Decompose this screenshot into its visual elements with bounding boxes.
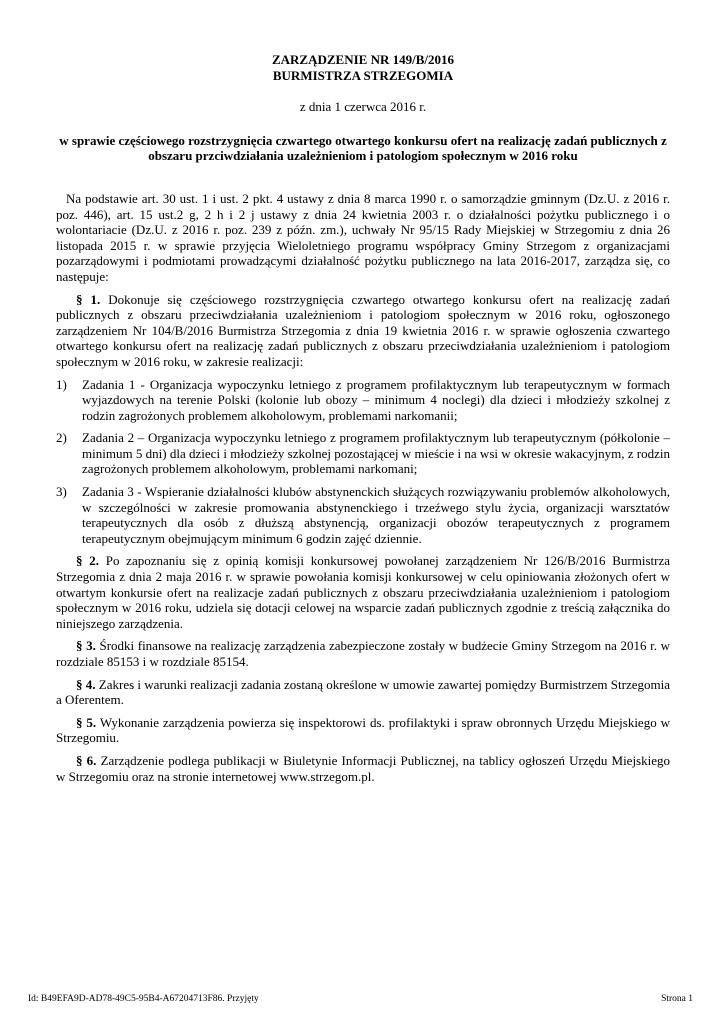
task-number: 3) — [56, 484, 67, 500]
page-number: Strona 1 — [661, 994, 693, 1004]
intro-paragraph: Na podstawie art. 30 ust. 1 i ust. 2 pkt. 4 ustawy z dnia 8 marca 1990 r. o samorządzie gminnym (Dz.U. z 2016 r. poz. 446), art. 15 ust.2 g, 2 h i 2 j ustawy z dnia 24 kwietnia 2003 r. o działalności pożytku publicznego i o wolontariacie (Dz.U. z 2016 r. poz. 239 z późn. zm.), uchwały Nr 95/15 Rady Miejskiej w Strzegomiu z dnia 26 listopada 2015 r. w sprawie przyjęcia Wieloletniego programu współpracy Gminy Strzegom z organizacjami pozarządowymi i podmiotami prowadzącymi działalność pożytku publicznego na lata 2016-2017, zarządza się, co następuje: — [56, 190, 670, 284]
section-6-mark: § 6. — [76, 752, 97, 768]
task-item-1 — [56, 377, 670, 424]
section-3-text: Środki finansowe na realizację zarządzenia zabezpieczone zostały w budżecie Gminy Strzegom na 2016 r. w rozdziale 85153 i w rozdziale 85154. — [56, 638, 671, 669]
document-subject: w sprawie częściowego rozstrzygnięcia czwartego otwartego konkursu ofert na realizację zadań publicznych z obszaru przciwdziałania uzależnieniom i patologiom społecznym w 2016 roku — [59, 132, 667, 164]
section-2 — [56, 553, 670, 631]
task-item-2 — [56, 430, 670, 477]
document-title-line1: ZARZĄDZENIE NR 149/B/2016 — [271, 52, 455, 67]
task-item-3 — [56, 484, 670, 546]
section-6 — [56, 753, 670, 784]
section-4 — [56, 677, 670, 708]
section-5-text: Wykonanie zarządzenia powierza się inspektorowi ds. profilaktyki i spraw obronnych Urzędu Miejskiego w Strzegomiu. — [56, 714, 671, 746]
document-title-line2: BURMISTRZA STRZEGOMIA — [272, 67, 454, 83]
section-3-mark: § 3. — [76, 638, 96, 654]
task-number: 1) — [56, 376, 67, 392]
task-text: Zadania 1 - Organizacja wypoczynku letniego z programem profilaktycznym lub terapeutycznym w formach wyjazdowych na terenie Polski (kolonie lub obozy – minimum 4 noclegi) dla dzieci i młodzieży szkolnej z rodzin zagrożonych problemem alkoholowym, problemami narkomanii; — [82, 376, 670, 423]
section-1-text: Dokonuje się częściowego rozstrzygnięcia czwartego otwartego konkursu ofert na realizację zadań publicznych z obszaru przeciwdziałania uzależnieniom i patologiom społecznym w 2016 roku, ogłoszonego zarządzeniem Nr 104/B/2016 Burmistrza Strzegomia z dnia 19 kwietnia 2016 r. w sprawie ogłoszenia czwartego otwartego konkursu ofert na realizację zadań publicznych z obszaru przeciwdziałania uzależnieniom i patologiom społecznym w 2016 roku, w zakresie realizacji: — [56, 291, 671, 369]
task-number: 2) — [56, 430, 67, 446]
section-1-mark: § 1. — [76, 291, 101, 307]
task-text: Zadania 2 – Organizacja wypoczynku letniego z programem profilaktycznym lub terapeutycznym (półkolonie – minimum 5 dni) dla dzieci i młodzieży szkolnej pozostającej w mieście i na wsi w okresie wakacyjnym, z rodzin zagrożonych problemem alkoholowym, problemami narkomani; — [82, 430, 670, 477]
section-3 — [56, 638, 670, 669]
document-body — [56, 52, 670, 784]
section-5 — [56, 715, 670, 746]
section-4-mark: § 4. — [76, 676, 96, 692]
section-4-text: Zakres i warunki realizacji zadania zostaną określone w umowie zawartej pomiędzy Burmistrzem Strzegomia a Oferentem. — [56, 676, 670, 708]
section-2-text: Po zapoznaniu się z opinią komisji konkursowej powołanej zarządzeniem Nr 126/B/2016 Burmistrza Strzegomia z dnia 2 maja 2016 r. w sprawie powołania komisji konkursowej w celu opiniowania złożonych ofert w otwartym konkursie ofert na realizacje zadań publicznych z obszaru przeciwdziałania uzależnieniom i patologiom społecznym w 2016 roku, udziela się dotacji celowej na wsparcie zadań publicznych zgodnie z treścią załącznika do niniejszego zarządzenia. — [56, 553, 671, 631]
section-6-text: Zarządzenie podlega publikacji w Biuletynie Informacji Publicznej, na tablicy ogłoszeń Urzędu Miejskiego w Strzegomiu oraz na stronie internetowej www.strzegom.pl. — [56, 752, 670, 784]
document-date: z dnia 1 czerwca 2016 r. — [299, 99, 427, 115]
document-id: Id: B49EFA9D-AD78-49C5-95B4-A67204713F86. Przyjęty — [28, 994, 259, 1004]
section-1 — [56, 292, 670, 370]
task-text: Zadania 3 - Wspieranie działalności klubów abstynenckich służących rozwiązywaniu problemów alkoholowych, w szczególności w zakresie promowania abstynenckiego i trzeźwego stylu życia, organizacji warsztatów terapeutycznych dla osób z dłuższą abstynencją, organizacji obozów terapeutycznych z programem terapeutycznym obejmującym minimum 6 godzin zajęć dziennie. — [82, 484, 670, 546]
section-5-mark: § 5. — [76, 714, 97, 730]
section-2-mark: § 2. — [76, 553, 99, 569]
